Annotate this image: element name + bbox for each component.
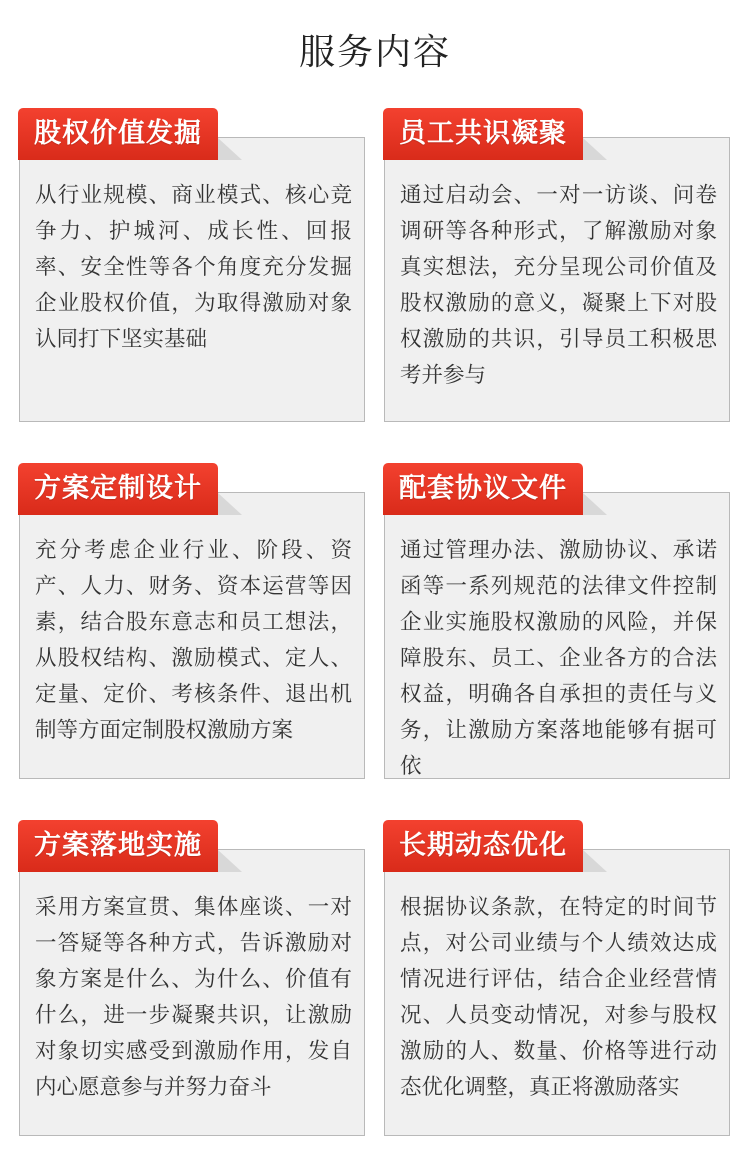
card-description: 通过启动会、一对一访谈、问卷调研等各种形式，了解激励对象真实想法，充分呈现公司价值及股权激励的意义，凝聚上下对股权激励的共识，引导员工积极思考并参与 bbox=[400, 183, 717, 388]
page-title: 服务内容 bbox=[298, 32, 451, 73]
card-title-tab: 长期动态优化 bbox=[383, 820, 583, 872]
card-description: 采用方案宣贯、集体座谈、一对一答疑等各种方式，告诉激励对象方案是什么、为什么、价值有什么，进一步凝聚共识，让激励对象切实感受到激励作用，发自内心愿意参与并努力奋斗 bbox=[35, 895, 352, 1100]
card-title-tab: 配套协议文件 bbox=[383, 463, 583, 515]
service-card-employee-consensus bbox=[384, 118, 730, 422]
card-title-tab: 方案落地实施 bbox=[18, 820, 218, 872]
service-card-equity-value bbox=[19, 118, 365, 422]
card-description: 通过管理办法、激励协议、承诺函等一系列规范的法律文件控制企业实施股权激励的风险，并保障股东、员工、企业各方的合法权益，明确各自承担的责任与义务，让激励方案落地能够有据可依 bbox=[400, 538, 717, 779]
service-card-agreement-documents bbox=[384, 473, 730, 779]
service-card-long-term-optimization bbox=[384, 830, 730, 1136]
card-title-tab: 员工共识凝聚 bbox=[383, 108, 583, 160]
card-description: 从行业规模、商业模式、核心竞争力、护城河、成长性、回报率、安全性等各个角度充分发掘企业股权价值，为取得激励对象认同打下坚实基础 bbox=[35, 183, 352, 352]
service-card-plan-design bbox=[19, 473, 365, 779]
card-description: 根据协议条款，在特定的时间节点，对公司业绩与个人绩效达成情况进行评估，结合企业经营情况、人员变动情况，对参与股权激励的人、数量、价格等进行动态优化调整，真正将激励落实 bbox=[400, 895, 717, 1100]
card-title-tab: 方案定制设计 bbox=[18, 463, 218, 515]
card-description: 充分考虑企业行业、阶段、资产、人力、财务、资本运营等因素，结合股东意志和员工想法，从股权结构、激励模式、定人、定量、定价、考核条件、退出机制等方面定制股权激励方案 bbox=[35, 538, 352, 743]
service-card-plan-implementation bbox=[19, 830, 365, 1136]
card-title-tab: 股权价值发掘 bbox=[18, 108, 218, 160]
